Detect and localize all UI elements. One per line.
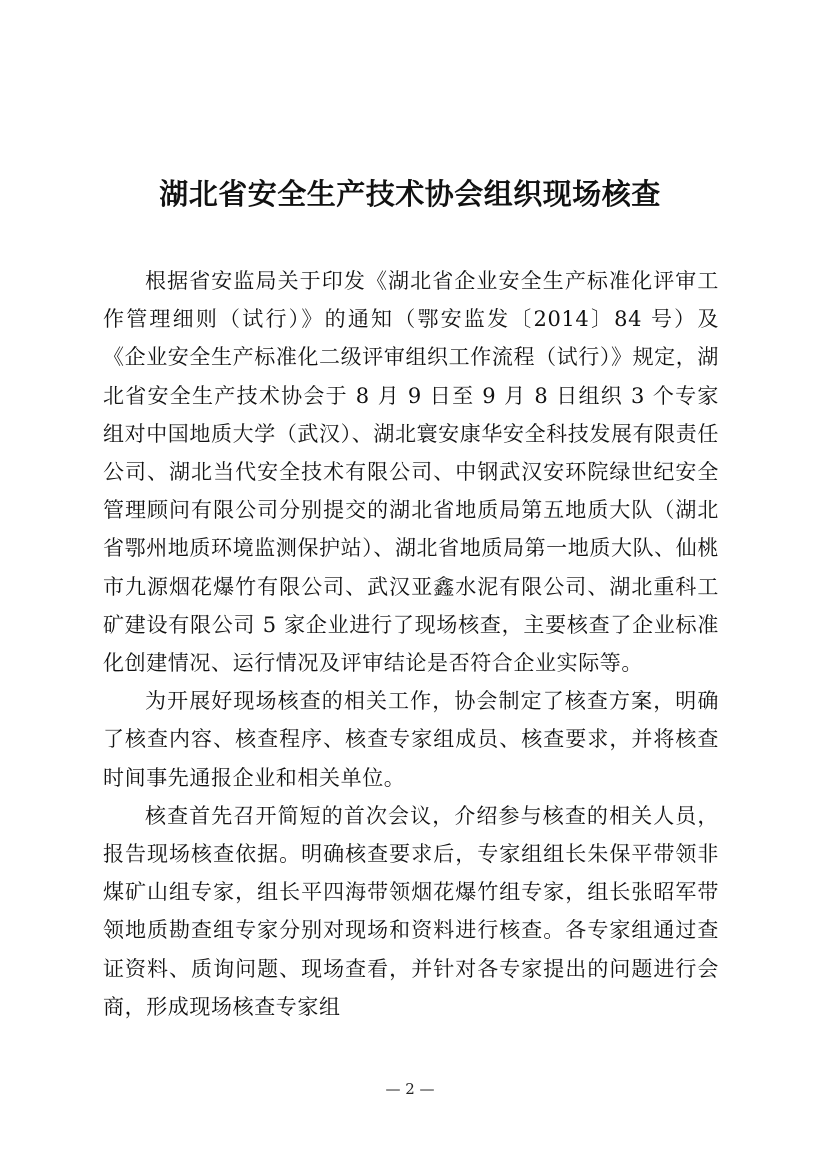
page-number: — 2 — xyxy=(385,1080,435,1098)
document-body xyxy=(103,262,719,1026)
paragraph-2: 为开展好现场核查的相关工作，协会制定了核查方案，明确了核查内容、核查程序、核查专家组成员、核查要求，并将核查时间事先通报企业和相关单位。 xyxy=(103,689,719,790)
paragraph-3: 核查首先召开简短的首次会议，介绍参与核查的相关人员，报告现场核查依据。明确核查要求后，专家组组长朱保平带领非煤矿山组专家，组长平四海带领烟花爆竹组专家，组长张昭军带领地质勘查组专家分别对现场和资料进行核查。各专家组通过查证资料、质询问题、现场查看，并针对各专家提出的问题进行会商，形成现场核查专家组 xyxy=(103,803,719,1019)
paragraph-1: 根据省安监局关于印发《湖北省企业安全生产标准化评审工作管理细则（试行）》的通知（鄂安监发〔2014〕84 号）及《企业安全生产标准化二级评审组织工作流程（试行）》规定，湖北省安全生产技术协会于 8 月 9 日至 9 月 8 日组织 3 个专家组对中国地质大学（武汉）、湖北寰安康华安全科技发展有限责任公司、湖北当代安全技术有限公司、中钢武汉安环院绿世纪安全管理顾问有限公司分别提交的湖北省地质局第五地质大队（湖北省鄂州地质环境监测保护站）、湖北省地质局第一地质大队、仙桃市九源烟花爆竹有限公司、武汉亚鑫水泥有限公司、湖北重科工矿建设有限公司 5 家企业进行了现场核查，主要核查了企业标准化创建情况、运行情况及评审结论是否符合企业实际等。 xyxy=(103,269,719,676)
document-title: 湖北省安全生产技术协会组织现场核查 xyxy=(159,177,661,211)
